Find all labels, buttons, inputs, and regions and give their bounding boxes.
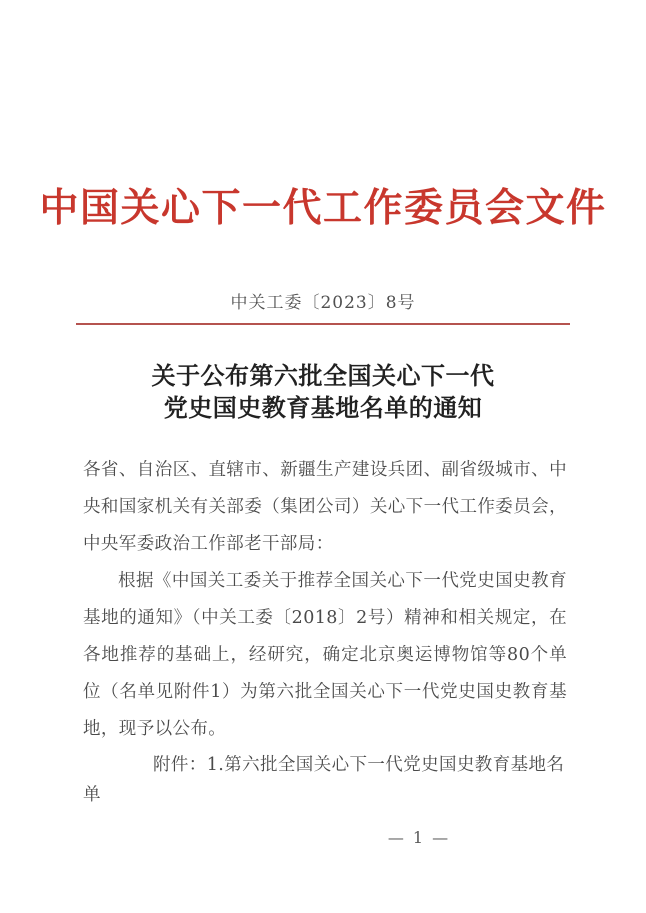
body-main-paragraph: 根据《中国关工委关于推荐全国关心下一代党史国史教育基地的通知》（中关工委〔2018〕2号）精神和相关规定，在各地推荐的基础上，经研究，确定北京奥运博物馆等80个单位（名单见附件1）为第六批全国关心下一代党史国史教育基地，现予以公布。 [83, 571, 567, 739]
page-number-footer: — 1 — [387, 828, 451, 847]
document-title [0, 360, 646, 424]
body-salutation: 各省、自治区、直辖市、新疆生产建设兵团、副省级城市、中央和国家机关有关部委（集团公司）关心下一代工作委员会，中央军委政治工作部老干部局： [83, 460, 567, 554]
document-masthead: 中国关心下一代工作委员会文件 [39, 185, 607, 231]
document-number: 中关工委〔2023〕8号 [230, 293, 416, 313]
red-separator-rule [76, 323, 570, 325]
attachment-line: 附件：1.第六批全国关心下一代党史国史教育基地名单 [83, 755, 565, 805]
document-title-line-1: 关于公布第六批全国关心下一代 [151, 361, 495, 390]
document-body [83, 452, 567, 748]
document-title-line-2: 党史国史教育基地名单的通知 [163, 393, 483, 422]
